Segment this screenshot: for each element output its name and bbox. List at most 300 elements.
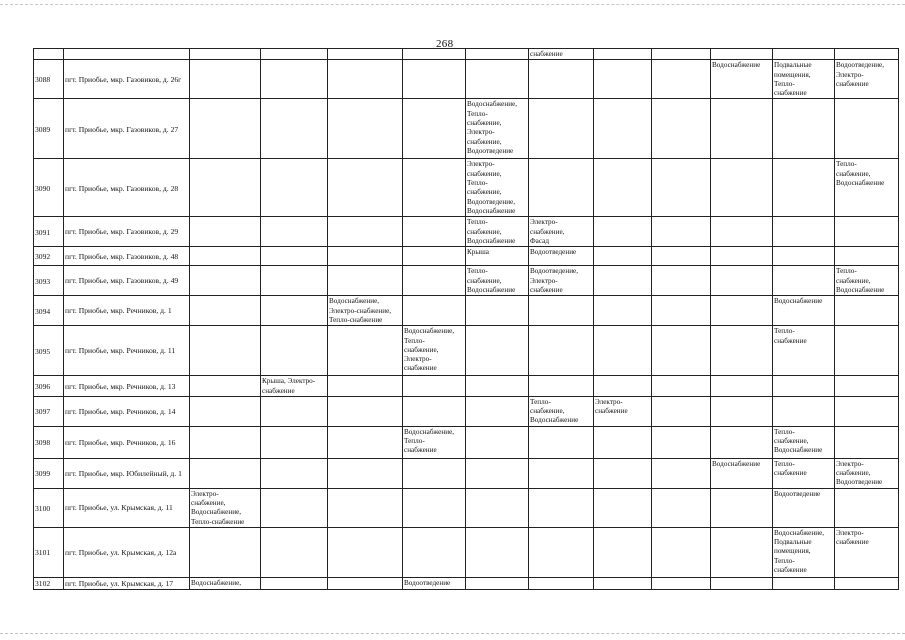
work-type-cell [261,396,328,426]
cell-text-line: Водоснабжение [774,446,823,455]
table-row [34,247,899,266]
cell-text-line: Водоснабжение [712,459,761,468]
header-cell [190,49,261,60]
cell-text-line: снабжение [404,446,437,455]
cell-text-line: помещения, [774,70,811,79]
cell-text-line: снабжение, [467,119,502,128]
work-type-cell [190,247,261,266]
work-type-cell [652,396,711,426]
cell-text-line: Тепло- [530,397,551,406]
work-type-cell [529,326,594,376]
work-type-cell [652,217,711,247]
row-number: 3102 [34,577,64,589]
row-number: 3095 [34,326,64,376]
work-type-cell [773,159,835,217]
work-type-cell [835,577,899,589]
cell-text-line: снабжение, [467,276,502,285]
work-type-cell [594,527,652,577]
address-cell: пгт. Приобье, мкр. Газовиков, д. 28 [64,159,190,217]
work-type-cell [711,266,773,296]
work-type-cell [529,458,594,488]
work-type-cell [773,99,835,159]
table-row [34,99,899,159]
work-type-cell [711,247,773,266]
work-type-cell [190,458,261,488]
header-cell [652,49,711,60]
cell-text-line: Электро- [530,218,558,227]
work-type-cell [835,266,899,296]
work-type-cell [261,217,328,247]
cell-text-line: снабжение, [530,227,565,236]
work-type-cell [190,159,261,217]
cell-text-line: снабжение, [191,498,226,507]
work-type-cell [711,60,773,99]
work-type-cell [403,99,466,159]
header-cell [529,49,594,60]
cell-text-line: Водоотведение [836,478,883,487]
table-row [34,326,899,376]
address-cell: пгт. Приобье, ул. Крымская, д. 12а [64,527,190,577]
work-type-cell [466,266,529,296]
cell-text-line: снабжение, [774,437,809,446]
work-type-cell [403,577,466,589]
work-type-cell [261,458,328,488]
work-type-cell [261,326,328,376]
cell-text-line: Тепло- [467,109,488,118]
row-number: 3089 [34,99,64,159]
table-row [34,60,899,99]
work-type-cell [652,60,711,99]
work-type-cell [773,376,835,397]
work-type-cell [594,159,652,217]
work-type-cell [594,217,652,247]
defects-table [33,48,899,590]
work-type-cell [328,527,403,577]
work-type-cell [594,326,652,376]
row-number: 3090 [34,159,64,217]
work-type-cell [529,60,594,99]
cell-text-line: Тепло- [467,179,488,188]
work-type-cell [529,396,594,426]
cell-text-line: Водоснабжение [467,285,516,294]
cell-text-line: снабжение [836,79,869,88]
address-cell: пгт. Приобье, мкр. Юбилейный, д. 1 [64,458,190,488]
work-type-cell [835,159,899,217]
work-type-cell [403,326,466,376]
work-type-cell [529,376,594,397]
work-type-cell [835,396,899,426]
work-type-cell [711,217,773,247]
header-cell [261,49,328,60]
work-type-cell [594,296,652,326]
cell-text-line: снабжение [774,566,807,575]
work-type-cell [190,266,261,296]
work-type-cell [261,376,328,397]
work-type-cell [261,159,328,217]
row-number: 3096 [34,376,64,397]
cell-text-line: Электро- [836,459,864,468]
address-cell: пгт. Приобье, ул. Крымская, д. 11 [64,488,190,527]
address-cell: пгт. Приобье, мкр. Газовиков, д. 49 [64,266,190,296]
work-type-cell [529,217,594,247]
work-type-cell [594,376,652,397]
cell-text-line: Тепло- [836,160,857,169]
cell-text-line: Водоснабжение [467,236,516,245]
work-type-cell [466,376,529,397]
work-type-cell [190,217,261,247]
address-cell: пгт. Приобье, мкр. Газовиков, д. 48 [64,247,190,266]
cell-text-line: снабжение, [530,407,565,416]
work-type-cell [711,376,773,397]
work-type-cell [466,577,529,589]
work-type-cell [594,458,652,488]
row-number: 3101 [34,527,64,577]
work-type-cell [190,527,261,577]
work-type-cell [594,247,652,266]
work-type-cell [652,159,711,217]
work-type-cell [466,488,529,527]
work-type-cell [773,217,835,247]
work-type-cell [466,326,529,376]
address-cell: пгт. Приобье, мкр. Газовиков, д. 27 [64,99,190,159]
work-type-cell [328,99,403,159]
work-type-cell [773,60,835,99]
header-cell [403,49,466,60]
cell-text-line: Тепло-снабжение [191,517,245,526]
work-type-cell [652,247,711,266]
work-type-cell [773,426,835,458]
work-type-cell [711,396,773,426]
work-type-cell [466,396,529,426]
address-cell: пгт. Приобье, мкр. Речников, д. 1 [64,296,190,326]
work-type-cell [529,527,594,577]
cell-text-line: Тепло- [774,459,795,468]
header-cell [835,49,899,60]
cell-text-line: Тепло- [836,267,857,276]
table-row [34,376,899,397]
cell-text-line: снабжение, [836,169,871,178]
work-type-cell [652,326,711,376]
cell-text-line: Электро- [836,70,864,79]
work-type-cell [328,376,403,397]
work-type-cell [403,396,466,426]
work-type-cell [261,488,328,527]
cell-text-line: Электро- [836,528,864,537]
work-type-cell [261,60,328,99]
work-type-cell [466,60,529,99]
work-type-cell [835,426,899,458]
work-type-cell [594,266,652,296]
cell-text-line: Электро- [404,355,432,364]
cell-text-line: Электро- [530,276,558,285]
cell-text-line: Электро- [595,397,623,406]
cell-text-line: Водоснабжение [774,297,823,306]
cell-text-line: Водоотведение, [530,267,579,276]
work-type-cell [466,458,529,488]
work-type-cell [403,458,466,488]
cell-text-line: Тепло- [404,437,425,446]
work-type-cell [835,326,899,376]
cell-text-line: Тепло- [774,556,795,565]
work-type-cell [594,99,652,159]
cell-text-line: Тепло- [404,336,425,345]
work-type-cell [403,159,466,217]
cell-text-line: снабжение [836,538,869,547]
work-type-cell [835,527,899,577]
cell-text-line: Водоснабжение, [191,578,242,587]
work-type-cell [652,426,711,458]
work-type-cell [711,458,773,488]
cell-text-line: Тепло- [774,427,795,436]
work-type-cell [403,266,466,296]
work-type-cell [711,296,773,326]
cell-text-line: Водоснабжение [836,179,885,188]
work-type-cell [403,488,466,527]
work-type-cell [466,217,529,247]
table-row [34,266,899,296]
cell-text-line: Водоснабжение [530,416,579,425]
work-type-cell [711,99,773,159]
cell-text-line: снабжение, [467,188,502,197]
work-type-cell [328,396,403,426]
cell-text-line: Водоснабжение, [191,508,242,517]
work-type-cell [261,99,328,159]
address-cell: пгт. Приобье, мкр. Речников, д. 11 [64,326,190,376]
cell-text-line: Водоотведение [404,578,451,587]
work-type-cell [328,577,403,589]
work-type-cell [773,247,835,266]
address-cell: пгт. Приобье, мкр. Газовиков, д. 29 [64,217,190,247]
cell-text-line: снабжение, [836,276,871,285]
defects-table-wrapper [33,48,885,592]
work-type-cell [835,247,899,266]
work-type-cell [773,396,835,426]
cell-text-line: Водоснабжение, [404,327,455,336]
work-type-cell [403,527,466,577]
address-cell: пгт. Приобье, мкр. Речников, д. 13 [64,376,190,397]
cell-text-line: Водоснабжение, [404,427,455,436]
work-type-cell [711,159,773,217]
cell-text-line: снабжение, [467,169,502,178]
work-type-cell [466,527,529,577]
work-type-cell [594,396,652,426]
header-cell [773,49,835,60]
work-type-cell [594,577,652,589]
work-type-cell [261,296,328,326]
work-type-cell [403,376,466,397]
cell-text-line: Водоснабжение [836,285,885,294]
header-cell [466,49,529,60]
header-cell [594,49,652,60]
page-number: 268 [436,38,454,50]
work-type-cell [328,326,403,376]
work-type-cell [466,159,529,217]
cell-text-line: Водоотведение, [467,197,516,206]
table-row [34,217,899,247]
work-type-cell [594,488,652,527]
table-row [34,577,899,589]
scan-edge-bottom [0,633,905,634]
cell-text-line: Тепло- [467,218,488,227]
work-type-cell [711,488,773,527]
cell-text-line: снабжение [595,407,628,416]
work-type-cell [466,426,529,458]
cell-text-line: снабжение [262,386,295,395]
work-type-cell [190,326,261,376]
work-type-cell [328,488,403,527]
work-type-cell [652,376,711,397]
work-type-cell [403,426,466,458]
work-type-cell [529,577,594,589]
work-type-cell [403,247,466,266]
row-number: 3094 [34,296,64,326]
work-type-cell [835,60,899,99]
address-cell: пгт. Приобье, ул. Крымская, д. 17 [64,577,190,589]
cell-text-line: Водоотведение, [836,61,885,70]
row-number: 3100 [34,488,64,527]
address-cell: пгт. Приобье, мкр. Речников, д. 16 [64,426,190,458]
cell-text-line: Водоснабжение, [467,100,518,109]
cell-text-line: снабжение [774,469,807,478]
work-type-cell [328,60,403,99]
work-type-cell [328,266,403,296]
work-type-cell [190,376,261,397]
work-type-cell [711,577,773,589]
cell-text-line: помещения, [774,547,811,556]
work-type-cell [835,488,899,527]
work-type-cell [835,458,899,488]
table-row [34,488,899,527]
row-number: 3092 [34,247,64,266]
work-type-cell [328,458,403,488]
row-number: 3098 [34,426,64,458]
work-type-cell [773,326,835,376]
work-type-cell [190,426,261,458]
work-type-cell [261,266,328,296]
cell-text-line: Подвальные [774,61,812,70]
work-type-cell [652,458,711,488]
work-type-cell [328,247,403,266]
work-type-cell [529,296,594,326]
work-type-cell [328,217,403,247]
cell-text-line: Водоснабжение, [774,528,825,537]
work-type-cell [652,577,711,589]
cell-text-line: Тепло- [774,327,795,336]
table-row [34,159,899,217]
cell-text-line: снабжение [774,336,807,345]
cell-text-line: снабжение, [467,227,502,236]
table-header-strip [34,49,899,60]
cell-text-line: Крыша, Электро- [262,377,316,386]
header-cell [328,49,403,60]
work-type-cell [773,266,835,296]
work-type-cell [773,458,835,488]
work-type-cell [403,60,466,99]
cell-text-line: Электро- [191,489,219,498]
header-cell [34,49,64,60]
row-number: 3099 [34,458,64,488]
cell-text-line: Тепло-снабжение [329,315,383,324]
work-type-cell [529,266,594,296]
work-type-cell [328,159,403,217]
work-type-cell [261,527,328,577]
work-type-cell [529,488,594,527]
cell-text-line: снабжение [530,50,563,58]
work-type-cell [403,217,466,247]
cell-text-line: Водоотведение [774,489,821,498]
work-type-cell [190,488,261,527]
cell-text-line: Водоснабжение, [329,297,380,306]
work-type-cell [652,99,711,159]
cell-text-line: Электро- [467,128,495,137]
address-cell: пгт. Приобье, мкр. Речников, д. 14 [64,396,190,426]
work-type-cell [328,296,403,326]
work-type-cell [529,426,594,458]
row-number: 3093 [34,266,64,296]
work-type-cell [652,266,711,296]
cell-text-line: Водоотведение [530,248,577,257]
work-type-cell [711,527,773,577]
cell-text-line: Электро-снабжение, [329,306,392,315]
work-type-cell [835,217,899,247]
cell-text-line: Водоснабжение [712,61,761,70]
work-type-cell [773,527,835,577]
cell-text-line: снабжение [404,364,437,373]
table-row [34,396,899,426]
work-type-cell [403,296,466,326]
work-type-cell [328,426,403,458]
work-type-cell [835,99,899,159]
work-type-cell [773,577,835,589]
cell-text-line: снабжение, [836,469,871,478]
scan-edge-top [0,4,905,5]
cell-text-line: Тепло- [774,79,795,88]
work-type-cell [711,426,773,458]
work-type-cell [652,527,711,577]
cell-text-line: снабжение, [404,345,439,354]
header-cell [64,49,190,60]
work-type-cell [261,577,328,589]
work-type-cell [529,159,594,217]
cell-text-line: снабжение [530,285,563,294]
work-type-cell [773,488,835,527]
cell-text-line: Подвальные [774,538,812,547]
work-type-cell [652,296,711,326]
work-type-cell [835,376,899,397]
work-type-cell [261,426,328,458]
work-type-cell [835,296,899,326]
work-type-cell [529,99,594,159]
work-type-cell [466,296,529,326]
work-type-cell [190,60,261,99]
work-type-cell [190,577,261,589]
work-type-cell [652,488,711,527]
work-type-cell [466,247,529,266]
row-number: 3088 [34,60,64,99]
row-number: 3097 [34,396,64,426]
header-cell [711,49,773,60]
work-type-cell [190,396,261,426]
work-type-cell [261,247,328,266]
cell-text-line: снабжение, [467,137,502,146]
table-row [34,458,899,488]
cell-text-line: Электро- [467,160,495,169]
table-row [34,426,899,458]
work-type-cell [529,247,594,266]
work-type-cell [190,99,261,159]
cell-text-line: Водоснабжение [467,206,516,215]
table-row [34,296,899,326]
